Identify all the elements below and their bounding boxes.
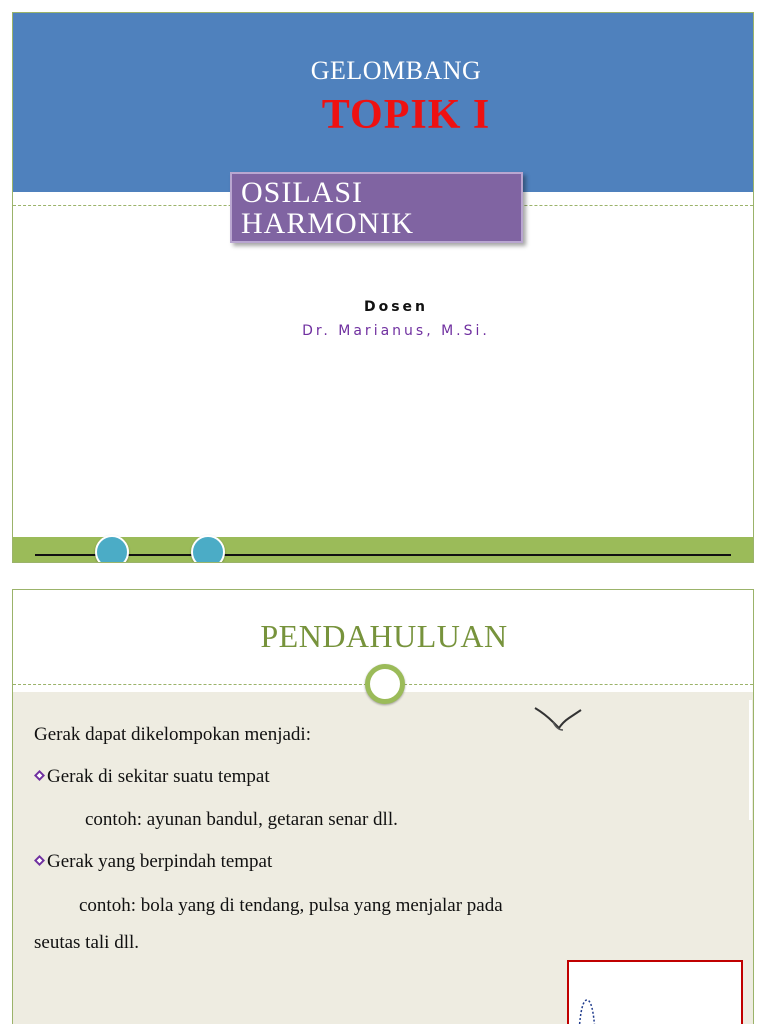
list-item	[34, 766, 270, 788]
intro-slide	[12, 589, 754, 1024]
subtitle-box	[230, 172, 523, 243]
subtitle-line-2: HARMONIK	[241, 207, 414, 240]
topic-title: TOPIK I	[321, 92, 491, 138]
content-line-intro: Gerak dapat dikelompokan menjadi:	[34, 724, 311, 745]
bird-icon	[533, 704, 583, 734]
lecturer-name: Dr. Marianus, M.Si.	[302, 323, 490, 339]
ring-ornament	[365, 664, 405, 704]
lecturer-label: Dosen	[363, 299, 429, 315]
content-line-example-1: contoh: ayunan bandul, getaran senar dll.	[85, 809, 398, 830]
slide-title: PENDAHULUAN	[260, 618, 508, 654]
decorative-dot-2	[191, 535, 225, 563]
title-slide	[12, 12, 754, 563]
course-heading: GELOMBANG	[310, 56, 482, 85]
wave-figure	[567, 960, 743, 1024]
diamond-bullet-icon	[34, 770, 45, 781]
content-line-example-2-cont: seutas tali dll.	[34, 932, 140, 953]
content-line-example-2: contoh: bola yang di tendang, pulsa yang menjalar pada	[79, 895, 503, 916]
list-item-text: Gerak yang berpindah tempat	[47, 851, 273, 872]
list-item	[34, 851, 272, 873]
footer-line	[35, 554, 731, 556]
decorative-dot-1	[95, 535, 129, 563]
subtitle-line-1: OSILASI	[241, 176, 364, 209]
list-item-text: Gerak di sekitar suatu tempat	[47, 766, 270, 787]
wave-figure-icon	[573, 992, 613, 1024]
scrollbar[interactable]	[749, 700, 752, 820]
diamond-bullet-icon	[34, 855, 45, 866]
